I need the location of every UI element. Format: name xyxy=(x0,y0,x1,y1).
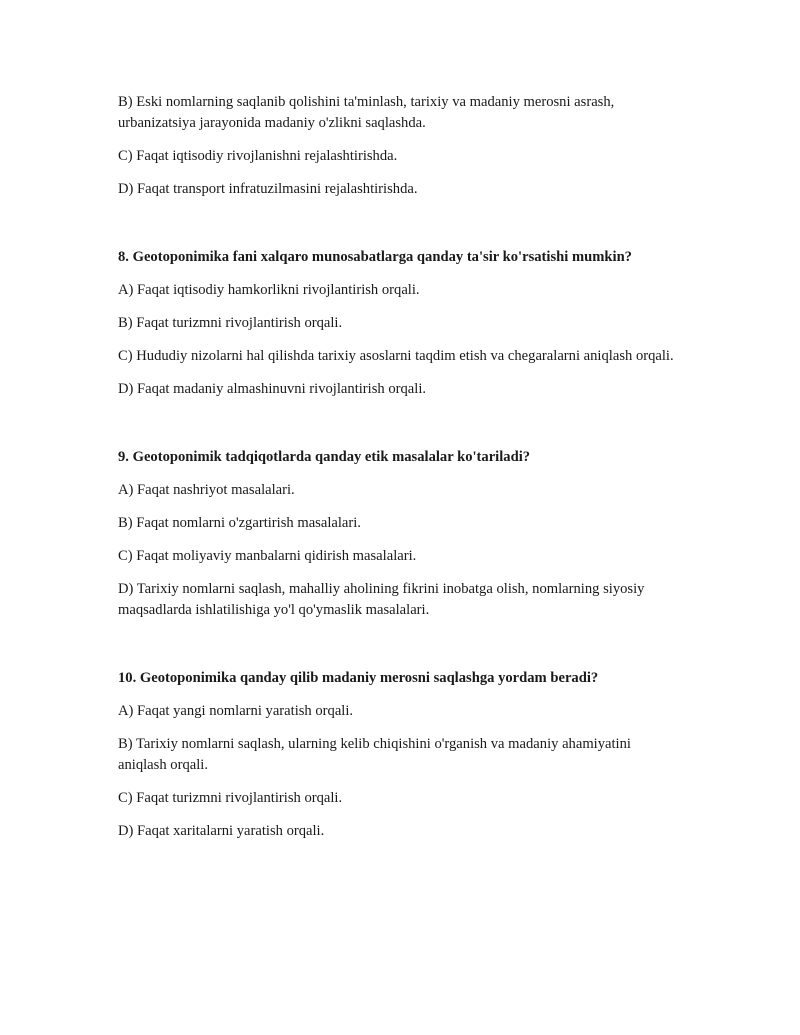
prev-option-b: B) Eski nomlarning saqlanib qolishini ta'minlash, tarixiy va madaniy merosni asrash, urbanizatsiya jarayonida madaniy o'zlikni saqlashda. xyxy=(118,94,615,131)
question-8-option-a: A) Faqat iqtisodiy hamkorlikni rivojlantirish orqali. xyxy=(118,282,420,298)
question-8-option-d: D) Faqat madaniy almashinuvni rivojlantirish orqali. xyxy=(118,381,427,397)
question-9-title: 9. Geotoponimik tadqiqotlarda qanday etik masalalar ko'tariladi? xyxy=(118,449,531,465)
spacer xyxy=(118,212,678,247)
question-8-option-c: C) Hududiy nizolarni hal qilishda tarixiy asoslarni taqdim etish va chegaralarni aniqlash orqali. xyxy=(118,348,674,364)
question-8-option-b: B) Faqat turizmni rivojlantirish orqali. xyxy=(118,315,343,331)
question-10-option-a: A) Faqat yangi nomlarni yaratish orqali. xyxy=(118,703,354,719)
question-10-title: 10. Geotoponimika qanday qilib madaniy merosni saqlashga yordam beradi? xyxy=(118,670,599,686)
prev-option-d: D) Faqat transport infratuzilmasini rejalashtirishda. xyxy=(118,181,418,197)
document-page xyxy=(118,92,678,854)
question-9-option-d: D) Tarixiy nomlarni saqlash, mahalliy aholining fikrini inobatga olish, nomlarning siyosiy maqsadlarda ishlatilishiga yo'l qo'ymaslik masalalari. xyxy=(118,581,645,618)
question-10-option-c: C) Faqat turizmni rivojlantirish orqali. xyxy=(118,790,343,806)
prev-option-c: C) Faqat iqtisodiy rivojlanishni rejalashtirishda. xyxy=(118,148,398,164)
spacer xyxy=(118,633,678,668)
spacer xyxy=(118,412,678,447)
question-9-option-a: A) Faqat nashriyot masalalari. xyxy=(118,482,295,498)
question-10-option-d: D) Faqat xaritalarni yaratish orqali. xyxy=(118,823,325,839)
question-8-title: 8. Geotoponimika fani xalqaro munosabatlarga qanday ta'sir ko'rsatishi mumkin? xyxy=(118,249,632,265)
question-9-option-b: B) Faqat nomlarni o'zgartirish masalalari. xyxy=(118,515,361,531)
question-10-option-b: B) Tarixiy nomlarni saqlash, ularning kelib chiqishini o'rganish va madaniy ahamiyatini aniqlash orqali. xyxy=(118,736,631,773)
question-9-option-c: C) Faqat moliyaviy manbalarni qidirish masalalari. xyxy=(118,548,417,564)
